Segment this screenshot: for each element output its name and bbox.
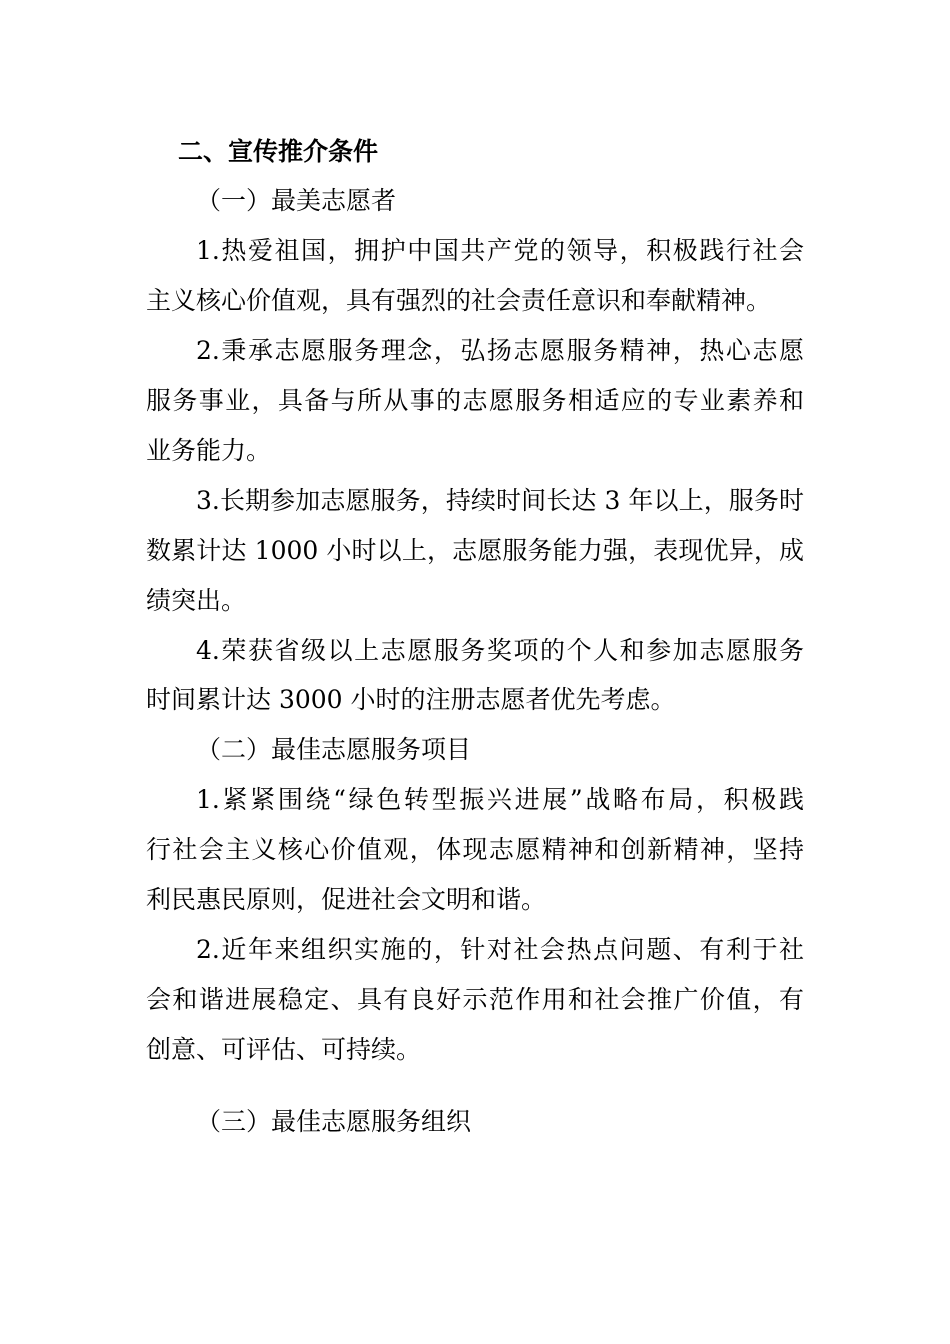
paragraph-line: 利民惠民原则，促进社会文明和谐。 xyxy=(146,885,547,914)
section-title: 二、宣传推介条件 xyxy=(178,137,379,166)
paragraph-line: 2.秉承志愿服务理念，弘扬志愿服务精神，热心志愿 xyxy=(196,336,804,365)
paragraph-line: 4.荣获省级以上志愿服务奖项的个人和参加志愿服务 xyxy=(196,636,804,665)
paragraph-line: 会和谐进展稳定、具有良好示范作用和社会推广价值，有 xyxy=(146,985,804,1014)
paragraph-line: 创意、可评估、可持续。 xyxy=(146,1035,422,1064)
subsection-title-2: （二）最佳志愿服务项目 xyxy=(196,735,472,764)
subsection-title-1: （一）最美志愿者 xyxy=(196,186,397,215)
paragraph-line: 服务事业，具备与所从事的志愿服务相适应的专业素养和 xyxy=(146,386,804,415)
paragraph-line: 数累计达 1000 小时以上，志愿服务能力强，表现优异，成 xyxy=(146,536,804,565)
paragraph-line: 2.近年来组织实施的，针对社会热点问题、有利于社 xyxy=(196,935,804,964)
paragraph-line: 行社会主义核心价值观，体现志愿精神和创新精神，坚持 xyxy=(146,835,804,864)
paragraph-line: 时间累计达 3000 小时的注册志愿者优先考虑。 xyxy=(146,685,676,714)
paragraph-line: 1.紧紧围绕“绿色转型振兴进展”战略布局，积极践 xyxy=(196,785,804,814)
paragraph-line: 1.热爱祖国，拥护中国共产党的领导，积极践行社会 xyxy=(196,236,804,265)
subsection-title-3: （三）最佳志愿服务组织 xyxy=(196,1107,472,1136)
paragraph-line: 绩突出。 xyxy=(146,586,247,615)
paragraph-line: 主义核心价值观，具有强烈的社会责任意识和奉献精神。 xyxy=(146,286,772,315)
paragraph-line: 业务能力。 xyxy=(146,436,272,465)
paragraph-line: 3.长期参加志愿服务，持续时间长达 3 年以上，服务时 xyxy=(196,486,804,515)
